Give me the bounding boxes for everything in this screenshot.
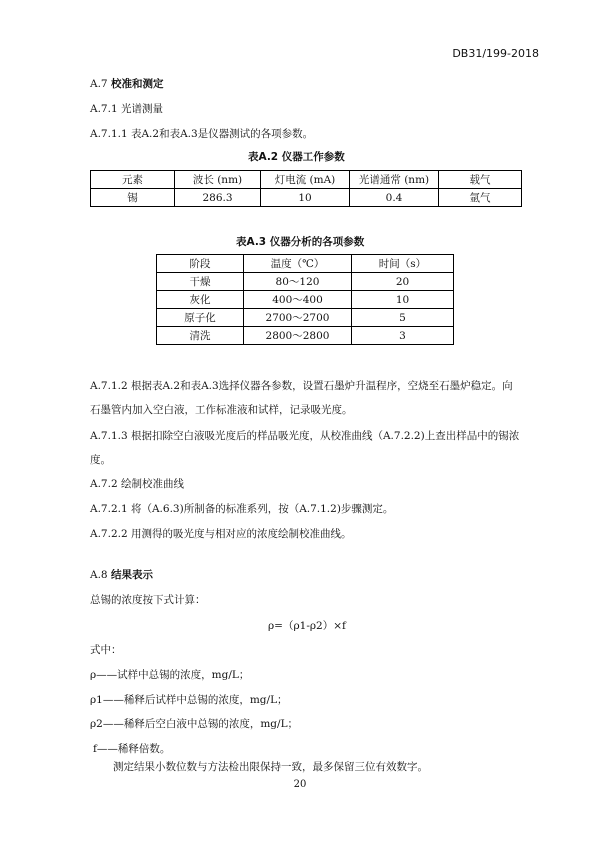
table-row [91,189,522,207]
table-a3-cell: 400～400 [244,291,352,309]
table-a2-header-cell: 光谱通常 (nm) [350,171,439,189]
section-a8-title [90,567,153,582]
table-a3-cell: 清洗 [157,327,244,345]
table-a2 [90,170,522,207]
table-a3-cell: 2800～2800 [244,327,352,345]
table-a2-header-cell: 波长 (nm) [175,171,261,189]
table-a2-cell: 10 [261,189,350,207]
table-a2-cell: 0.4 [350,189,439,207]
table-row [157,291,454,309]
table-a3-header-cell: 时间（s） [352,255,454,273]
paragraph-a713-line2: 度。 [90,454,111,466]
section-a8-heading: 结果表示 [110,569,153,581]
table-a3-cell: 干燥 [157,273,244,291]
document-id: DB31/199-2018 [452,47,539,60]
table-a3-header-cell: 温度（℃） [244,255,352,273]
table-a3 [156,254,454,345]
definition-rho1: ρ1——稀释后试样中总锡的浓度，mg/L； [90,694,288,706]
paragraph-a712-line1: A.7.1.2 根据表A.2和表A.3选择仪器各参数，设置石墨炉升温程序，空烧至石墨炉稳定。向 [90,380,513,392]
table-a3-caption: 表A.3 仪器分析的各项参数 [236,236,365,248]
definition-f: f——稀释倍数。 [93,743,171,755]
table-row [157,309,454,327]
concentration-formula: ρ=（ρ1-ρ2）×f [268,620,346,632]
calculation-intro: 总锡的浓度按下式计算： [90,594,206,606]
table-a3-cell: 原子化 [157,309,244,327]
section-a7-number: A.7 [90,78,108,90]
definition-rho2: ρ2——稀释后空白液中总锡的浓度，mg/L； [90,718,299,730]
table-a3-cell: 80～120 [244,273,352,291]
section-a72-heading: A.7.2 绘制校准曲线 [90,478,184,490]
definition-rho: ρ——试样中总锡的浓度，mg/L； [90,669,250,681]
section-a8-number: A.8 [90,569,108,581]
paragraph-a712-line2: 石墨管内加入空白液，工作标准液和试样，记录吸光度。 [90,404,353,416]
paragraph-a721: A.7.2.1 将（A.6.3)所制备的标准系列，按（A.7.1.2)步骤测定。 [90,503,394,515]
table-a2-header-cell: 元素 [91,171,175,189]
table-a2-header-cell: 灯电流 (mA) [261,171,350,189]
table-a2-header-row [91,171,522,189]
table-row [157,273,454,291]
result-note: 测定结果小数位数与方法检出限保持一致，最多保留三位有效数字。 [113,761,428,773]
table-a3-header-row [157,255,454,273]
section-a7-title [90,76,163,91]
paragraph-a722: A.7.2.2 用测得的吸光度与相对应的浓度绘制校准曲线。 [90,528,352,540]
table-a3-cell: 20 [352,273,454,291]
page-number: 20 [293,779,307,790]
table-a3-cell: 灰化 [157,291,244,309]
table-a2-cell: 锡 [91,189,175,207]
table-a2-caption: 表A.2 仪器工作参数 [248,151,345,163]
section-a71-heading: A.7.1 光谱测量 [90,103,163,115]
table-a2-header-cell: 载气 [439,171,522,189]
paragraph-a711: A.7.1.1 表A.2和表A.3是仪器测试的各项参数。 [90,128,314,140]
table-a3-cell: 2700～2700 [244,309,352,327]
paragraph-a713-line1: A.7.1.3 根据扣除空白液吸光度后的样品吸光度，从校准曲线（A.7.2.2)上查出样品中的锡浓 [90,430,520,442]
table-a3-header-cell: 阶段 [157,255,244,273]
table-a3-cell: 3 [352,327,454,345]
table-a2-cell: 氩气 [439,189,522,207]
table-a3-cell: 5 [352,309,454,327]
table-row [157,327,454,345]
where-label: 式中： [90,644,122,656]
section-a7-heading: 校准和测定 [110,78,164,90]
table-a2-cell: 286.3 [175,189,261,207]
table-a3-cell: 10 [352,291,454,309]
